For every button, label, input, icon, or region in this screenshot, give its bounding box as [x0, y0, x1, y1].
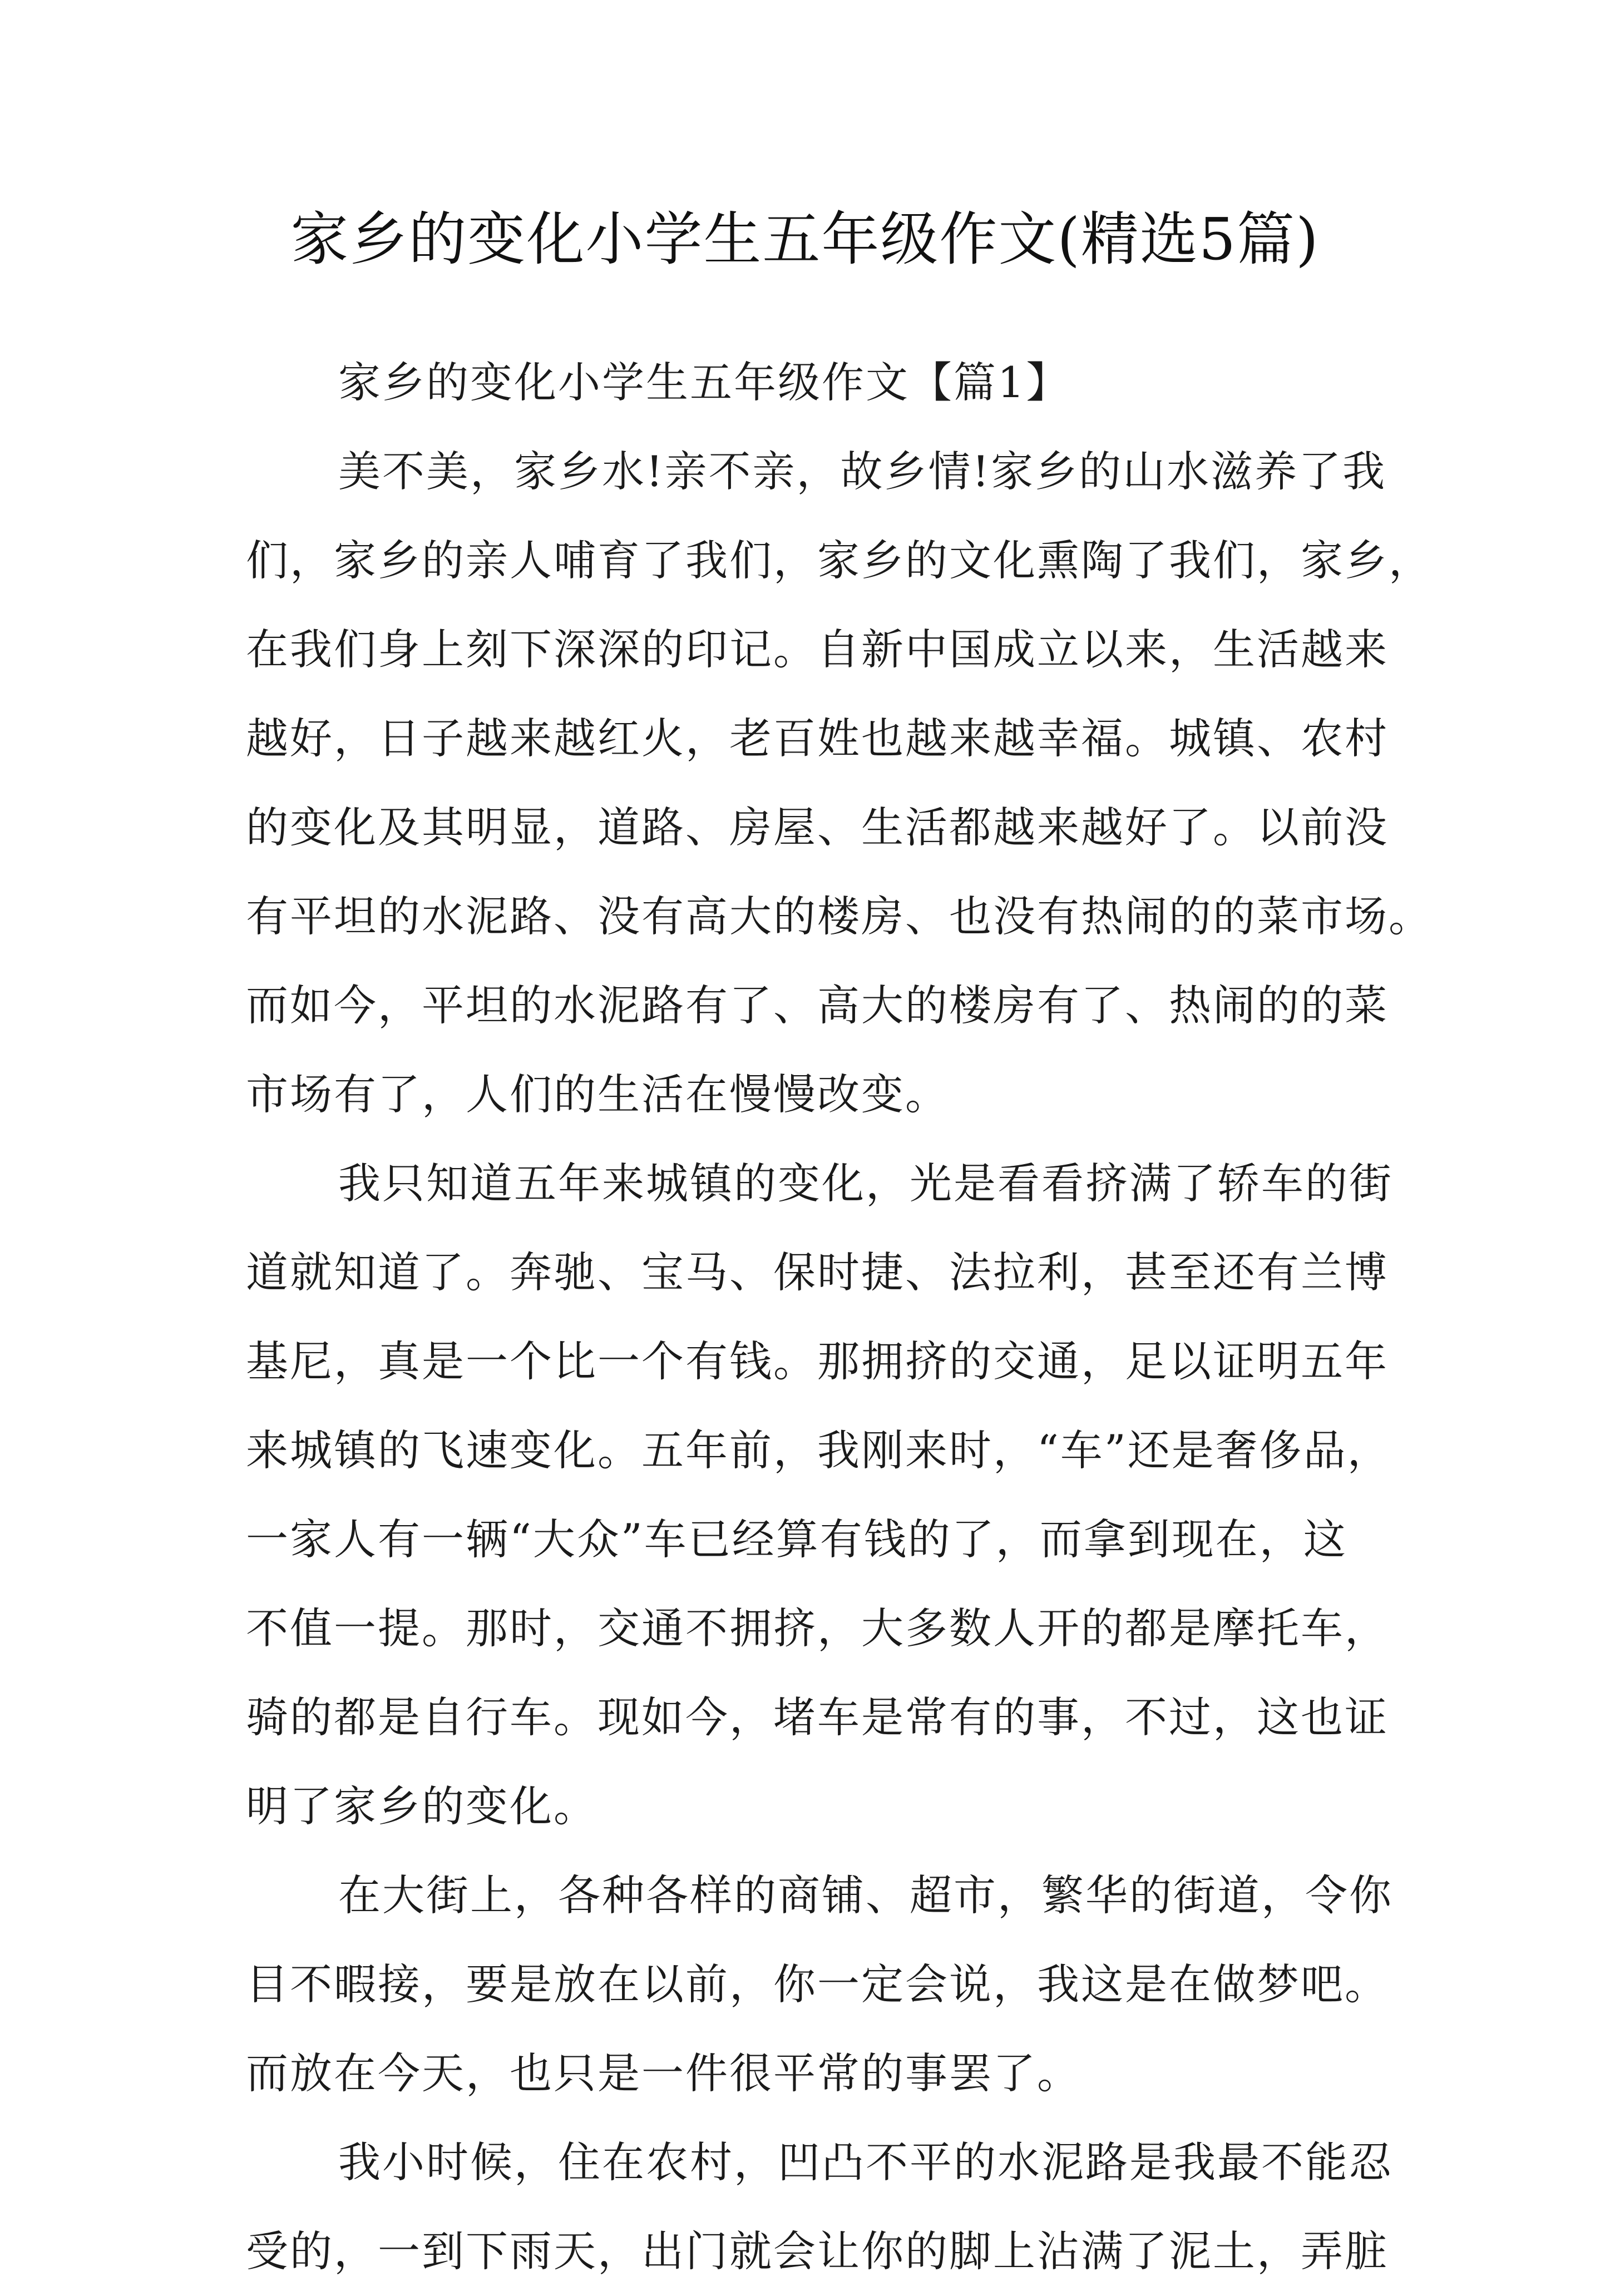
paragraph-line: 们，家乡的亲人哺育了我们，家乡的文化熏陶了我们，家乡， — [246, 536, 1433, 585]
paragraph-line: 不值一提。那时，交通不拥挤，大多数人开的都是摩托车， — [246, 1604, 1389, 1653]
paragraph-line: 而放在今天，也只是一件很平常的事罢了。 — [246, 2048, 1081, 2098]
paragraph-line: 我只知道五年来城镇的变化，光是看看挤满了轿车的街 — [338, 1159, 1393, 1208]
paragraph-line: 我小时候，住在农村，凹凸不平的水泥路是我最不能忍 — [338, 2137, 1393, 2187]
document-body — [246, 338, 1433, 2296]
paragraph-line: 美不美，家乡水!亲不亲，故乡情!家乡的山水滋养了我 — [338, 447, 1387, 496]
paragraph-3 — [246, 1851, 1393, 2118]
paragraph-line: 明了家乡的变化。 — [246, 1782, 597, 1831]
section-heading: 家乡的变化小学生五年级作文【篇1】 — [338, 358, 1070, 407]
document-title: 家乡的变化小学生五年级作文(精选5篇) — [290, 205, 1320, 273]
paragraph-line: 来城镇的飞速变化。五年前，我刚来时，“车”还是奢侈品， — [246, 1426, 1391, 1475]
paragraph-line: 有平坦的水泥路、没有高大的楼房、也没有热闹的的菜市场。 — [246, 892, 1433, 941]
paragraph-line: 受的，一到下雨天，出门就会让你的脚上沾满了泥土，弄脏 — [246, 2226, 1389, 2276]
paragraph-line: 在我们身上刻下深深的印记。自新中国成立以来，生活越来 — [246, 625, 1389, 674]
paragraph-line: 越好，日子越来越红火，老百姓也越来越幸福。城镇、农村 — [246, 714, 1389, 763]
paragraph-line: 而如今，平坦的水泥路有了、高大的楼房有了、热闹的的菜 — [246, 981, 1389, 1030]
paragraph-line: 的变化及其明显，道路、房屋、生活都越来越好了。以前没 — [246, 803, 1389, 852]
paragraph-line: 道就知道了。奔驰、宝马、保时捷、法拉利，甚至还有兰博 — [246, 1248, 1389, 1297]
paragraph-line: 基尼，真是一个比一个有钱。那拥挤的交通，足以证明五年 — [246, 1337, 1389, 1386]
paragraph-line: 一家人有一辆“大众”车已经算有钱的了，而拿到现在，这 — [246, 1515, 1347, 1564]
paragraph-line: 市场有了，人们的生活在慢慢改变。 — [246, 1070, 949, 1119]
paragraph-2 — [246, 1139, 1393, 1851]
paragraph-line: 骑的都是自行车。现如今，堵车是常有的事，不过，这也证 — [246, 1693, 1389, 1742]
paragraph-line: 目不暇接，要是放在以前，你一定会说，我这是在做梦吧。 — [246, 1959, 1389, 2009]
paragraph-line: 在大街上，各种各样的商铺、超市，繁华的街道，令你 — [338, 1871, 1393, 1920]
paragraph-4 — [246, 2118, 1393, 2296]
paragraph-1 — [246, 427, 1433, 1139]
